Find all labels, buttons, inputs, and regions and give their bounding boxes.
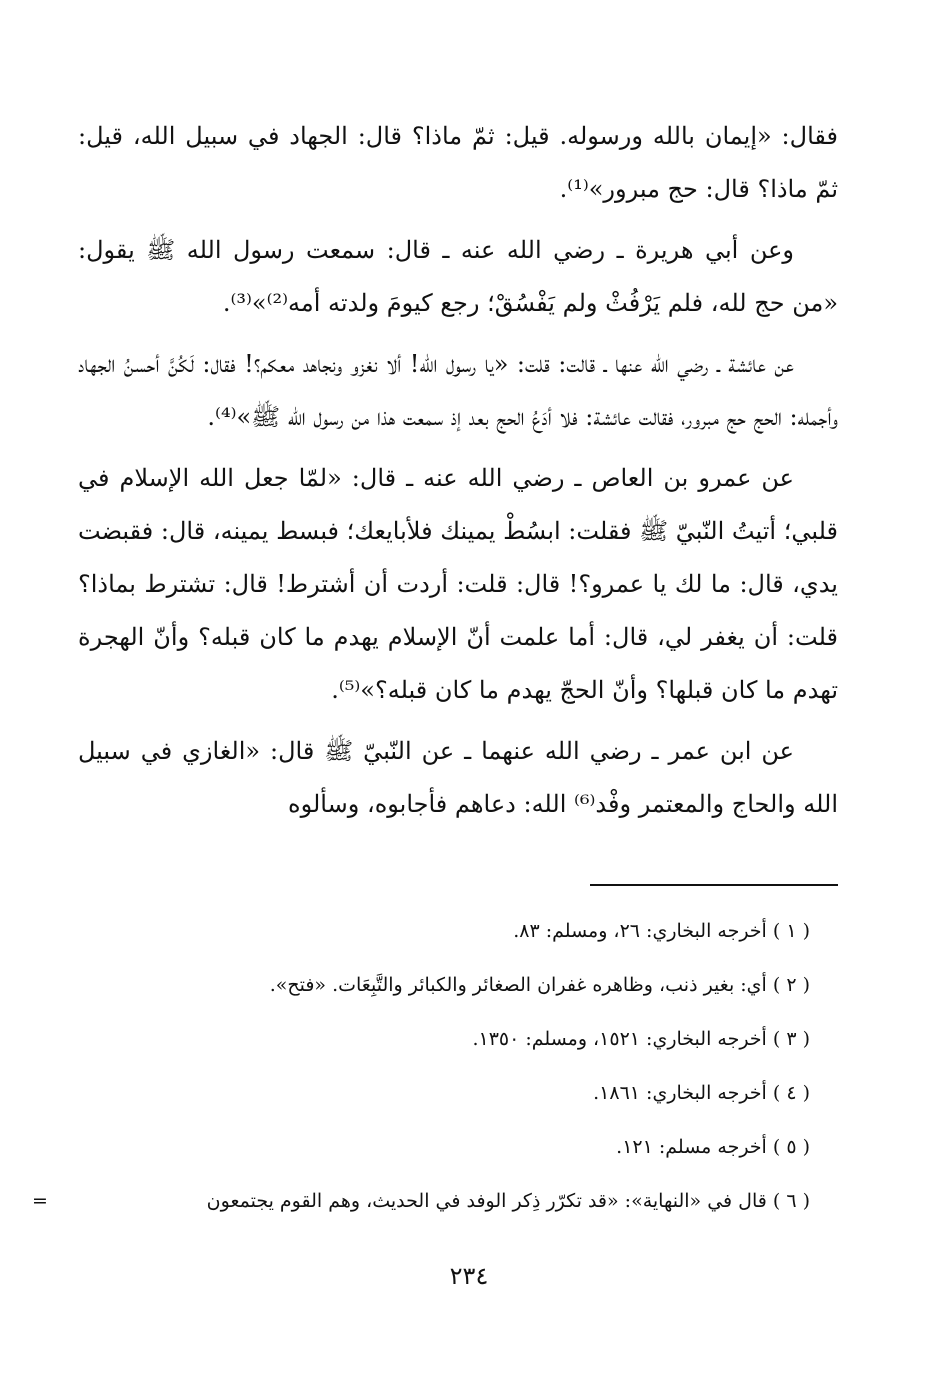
footnote-1: ( ١ ) أخرجه البخاري: ٢٦، ومسلم: ٨٣. [513, 920, 810, 942]
paragraph-1: فقال: «إيمان بالله ورسوله. قيل: ثمّ ماذا؟ قال: الجهاد في سبيل الله، قيل: ثمّ ماذا؟ قال: حج مبرور»⁽¹⁾. [78, 122, 838, 203]
paragraph-4: عن عمرو بن العاص ـ رضي الله عنه ـ قال: «لمّا جعل الله الإسلام في قلبي؛ أتيتُ النّبيّ ﷺ فقلت: ابسُطْ يمينك فلأبايعك؛ فبسط يمينه، قال: فقبضت يدي، قال: ما لك يا عمرو؟! قال: قلت: أردت أن أشترط! قال: تشترط بماذا؟ قلت: أن يغفر لي، قال: أما علمت أنّ الإسلام يهدم ما كان قبله؟ وأنّ الهجرة تهدم ما كان قبلها؟ وأنّ الحجّ يهدم ما كان قبله؟»⁽⁵⁾. [78, 464, 838, 704]
footnotes-section [32, 904, 810, 1228]
footnote-2: ( ٢ ) أي: بغير ذنب، وظاهره غفران الصغائر والكبائر والتَّبِعَات. «فتح». [269, 974, 810, 996]
continuation-mark: = [32, 1190, 48, 1212]
paragraph-5: عن ابن عمر ـ رضي الله عنهما ـ عن النّبيّ ﷺ قال: «الغازي في سبيل الله والحاج والمعتمر وفْد⁽⁶⁾ الله: دعاهم فأجابوه، وسألوه [78, 737, 838, 818]
footnote-5: ( ٥ ) أخرجه مسلم: ١٢١. [616, 1136, 810, 1158]
page-number: ٢٣٤ [449, 1262, 489, 1290]
footnote-separator [590, 884, 838, 886]
main-text-body [78, 110, 838, 839]
footnote-6-text: ( ٦ ) قال في «النهاية»: «قد تكرّر ذِكر الوفد في الحديث، وهم القوم يجتمعون [206, 1190, 810, 1212]
footnote-3: ( ٣ ) أخرجه البخاري: ١٥٢١، ومسلم: ١٣٥٠. [472, 1028, 810, 1050]
paragraph-2: وعن أبي هريرة ـ رضي الله عنه ـ قال: سمعت رسول الله ﷺ يقول: «من حج لله، فلم يَرْفُثْ ولم يَفْسُقْ؛ رجع كيومَ ولدته أمه⁽²⁾»⁽³⁾. [78, 236, 838, 317]
footnote-6 [32, 1174, 810, 1228]
footnote-4: ( ٤ ) أخرجه البخاري: ١٨٦١. [593, 1082, 810, 1104]
paragraph-3: عن عائشة ـ رضي الله عنها ـ قالت: قلت: «يا رسول الله! ألا نغزو ونجاهد معكم؟! فقال: لَكُنَّ أحسنُ الجهاد وأجمله: الحج حج مبرور، فقالت عائشة: فلا أدَعُ الحج بعد إذ سمعت هذا من رسول الله ﷺ»⁽⁴⁾. [78, 350, 838, 431]
